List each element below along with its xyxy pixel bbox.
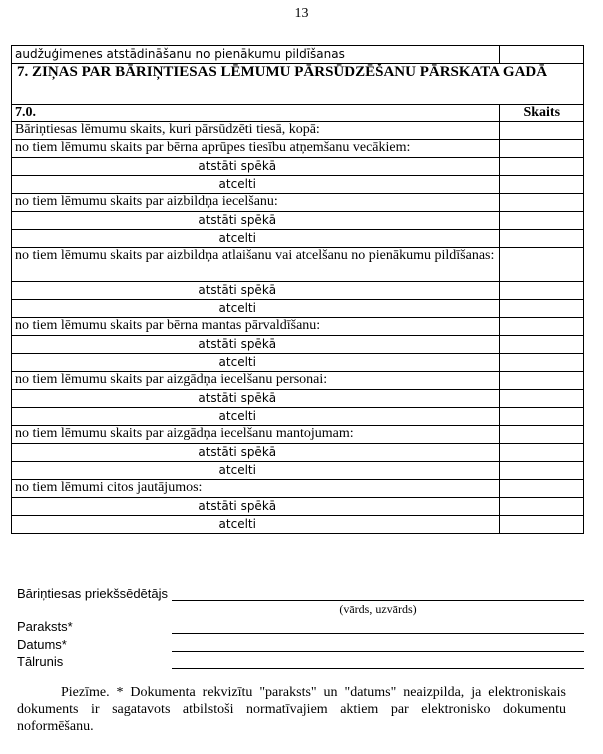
value-cell[interactable]	[500, 300, 584, 318]
value-cell[interactable]	[500, 122, 584, 140]
row-kept: atstāti spēkā	[12, 390, 500, 408]
chair-label: Bāriņtiesas priekšsēdētājs	[17, 586, 169, 601]
value-cell[interactable]	[500, 230, 584, 248]
value-cell[interactable]	[500, 176, 584, 194]
row-kept: atstāti spēkā	[12, 336, 500, 354]
value-cell[interactable]	[500, 498, 584, 516]
footnote: Piezīme. * Dokumenta rekvizītu "paraksts" un "datums" neaizpilda, ja elektroniskais dokuments ir sagatavots atbilstoši normatīvajiem aktiem par elektronisko dokumentu noformēšanu.	[17, 685, 566, 734]
value-cell[interactable]	[500, 408, 584, 426]
phone-line[interactable]	[172, 668, 584, 669]
signature-line[interactable]	[172, 633, 584, 634]
row-kept: atstāti spēkā	[12, 282, 500, 300]
row-group-label: no tiem lēmumi citos jautājumos:	[12, 480, 500, 498]
count-header: Skaits	[500, 105, 584, 122]
row-cancelled: atcelti	[12, 408, 500, 426]
value-cell[interactable]	[500, 354, 584, 372]
value-cell[interactable]	[500, 158, 584, 176]
row-cancelled: atcelti	[12, 354, 500, 372]
top-row-label: audžuģimenes atstādināšanu no pienākumu pildīšanas	[12, 46, 500, 64]
row-cancelled: atcelti	[12, 230, 500, 248]
value-cell[interactable]	[500, 318, 584, 336]
row-cancelled: atcelti	[12, 300, 500, 318]
value-cell[interactable]	[500, 390, 584, 408]
value-cell[interactable]	[500, 516, 584, 534]
section-title: 7. ZIŅAS PAR BĀRIŅTIESAS LĒMUMU PĀRSŪDZĒŠANU PĀRSKATA GADĀ	[12, 64, 584, 105]
value-cell[interactable]	[500, 248, 584, 282]
row-group-label: no tiem lēmumu skaits par aizgādņa iecelšanu personai:	[12, 372, 500, 390]
row-group-label: no tiem lēmumu skaits par bērna mantas pārvaldīšanu:	[12, 318, 500, 336]
value-cell[interactable]	[500, 140, 584, 158]
phone-label: Tālrunis	[17, 654, 64, 669]
value-cell[interactable]	[500, 480, 584, 498]
value-cell[interactable]	[500, 444, 584, 462]
row-total: Bāriņtiesas lēmumu skaits, kuri pārsūdzēti tiesā, kopā:	[12, 122, 500, 140]
row-group-label: no tiem lēmumu skaits par bērna aprūpes tiesību atņemšanu vecākiem:	[12, 140, 500, 158]
value-cell[interactable]	[500, 194, 584, 212]
row-kept: atstāti spēkā	[12, 444, 500, 462]
row-group-label: no tiem lēmumu skaits par aizbildņa atlaišanu vai atcelšanu no pienākumu pildīšanas:	[12, 248, 500, 282]
appeals-table	[11, 45, 584, 534]
date-line[interactable]	[172, 651, 584, 652]
row-group-label: no tiem lēmumu skaits par aizgādņa iecelšanu mantojumam:	[12, 426, 500, 444]
value-cell[interactable]	[500, 282, 584, 300]
signature-label: Paraksts*	[17, 619, 73, 634]
value-cell[interactable]	[500, 462, 584, 480]
row-cancelled: atcelti	[12, 176, 500, 194]
section-code: 7.0.	[12, 105, 500, 122]
name-caption: (vārds, uzvārds)	[339, 602, 417, 616]
page-number: 13	[294, 6, 309, 21]
row-kept: atstāti spēkā	[12, 158, 500, 176]
row-kept: atstāti spēkā	[12, 498, 500, 516]
chair-name-line[interactable]	[172, 600, 584, 601]
value-cell[interactable]	[500, 372, 584, 390]
value-cell[interactable]	[500, 336, 584, 354]
value-cell[interactable]	[500, 212, 584, 230]
row-cancelled: atcelti	[12, 462, 500, 480]
row-kept: atstāti spēkā	[12, 212, 500, 230]
value-cell[interactable]	[500, 426, 584, 444]
row-cancelled: atcelti	[12, 516, 500, 534]
row-group-label: no tiem lēmumu skaits par aizbildņa iecelšanu:	[12, 194, 500, 212]
top-row-value[interactable]	[500, 46, 584, 64]
date-label: Datums*	[17, 637, 67, 652]
